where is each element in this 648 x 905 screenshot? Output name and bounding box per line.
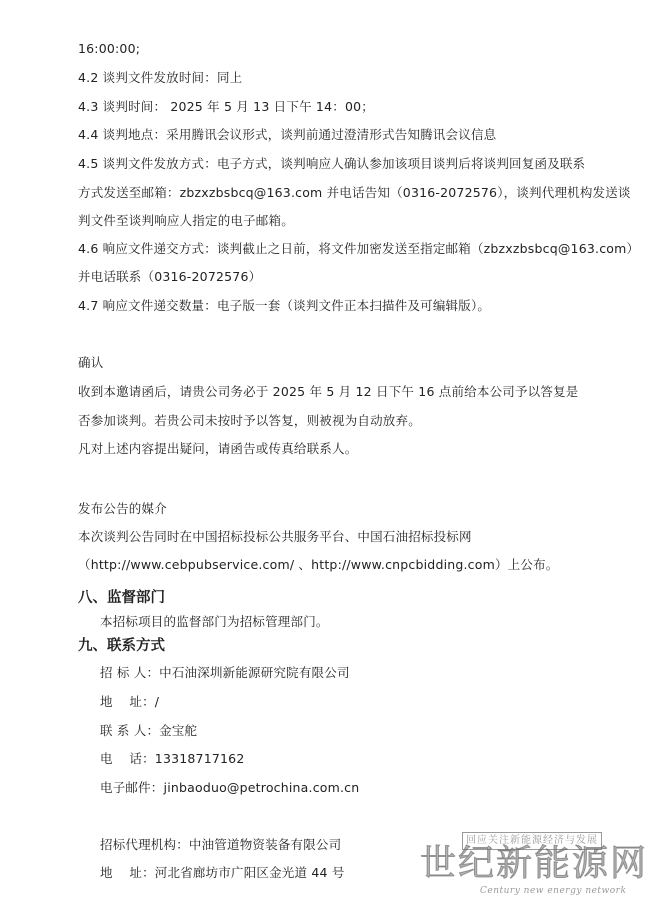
text-line: 凡对上述内容提出疑问，请函告或传真给联系人。	[78, 441, 358, 456]
watermark-logo: 世纪新能源网	[420, 843, 648, 884]
text-line: 4.6 响应文件递交方式：谈判截止之日前，将文件加密发送至指定邮箱（zbzxzbsbcq@163.com）	[78, 241, 640, 256]
text-line: 16:00:00;	[78, 41, 141, 56]
media-title: 发布公告的媒介	[78, 501, 167, 516]
contact-row-person	[100, 722, 588, 740]
contact-value: 金宝舵	[159, 723, 198, 738]
contact-label: 地 址：	[100, 694, 155, 709]
text-line: 4.2 谈判文件发放时间：同上	[78, 70, 243, 85]
text-line: 判文件至谈判响应人指定的电子邮箱。	[78, 213, 294, 228]
agency-label: 招标代理机构：	[100, 837, 189, 852]
section-heading-9: 九、联系方式	[78, 638, 165, 654]
section-8-text: 本招标项目的监督部门为招标管理部门。	[100, 614, 329, 629]
contact-row-tenderer	[100, 664, 588, 682]
confirm-title: 确认	[78, 355, 104, 370]
watermark-slogan: 回应关注新能源经济与发展	[462, 832, 602, 850]
contact-row-email	[100, 779, 588, 797]
text-line: 方式发送至邮箱：zbzxzbsbcq@163.com 并电话告知（0316-2072576），谈判代理机构发送谈	[78, 185, 631, 200]
text-line: 4.5 谈判文件发放方式：电子方式，谈判响应人确认参加该项目谈判后将谈判回复函及联系	[78, 156, 586, 171]
contact-label: 电 话：	[100, 751, 155, 766]
contact-row-address	[100, 693, 588, 711]
agency-address-value: 河北省廊坊市广阳区金光道 44 号	[154, 865, 345, 880]
contact-value: jinbaoduo@petrochina.com.cn	[163, 780, 360, 795]
agency-value: 中油管道物资装备有限公司	[188, 837, 342, 852]
contact-value: 13318717162	[154, 751, 245, 766]
text-line: 4.7 响应文件递交数量：电子版一套（谈判文件正本扫描件及可编辑版）。	[78, 298, 491, 313]
section-heading-8: 八、监督部门	[78, 590, 165, 606]
contact-value: /	[154, 694, 160, 709]
contact-label: 电子邮件：	[100, 780, 164, 795]
text-line: 4.4 谈判地点：采用腾讯会议形式，谈判前通过澄清形式告知腾讯会议信息	[78, 127, 497, 142]
text-line: （http://www.cebpubservice.com/ 、http://www.cnpcbidding.com）上公布。	[78, 557, 559, 572]
agency-address-label: 地 址：	[100, 865, 155, 880]
contact-value: 中石油深圳新能源研究院有限公司	[159, 665, 350, 680]
contact-label: 联 系 人：	[100, 723, 160, 738]
text-line: 4.3 谈判时间： 2025 年 5 月 13 日下午 14：00；	[78, 99, 374, 114]
contact-row-phone	[100, 750, 588, 768]
contact-label: 招 标 人：	[100, 665, 160, 680]
watermark-english: Century new energy network	[480, 886, 627, 896]
text-line: 本次谈判公告同时在中国招标投标公共服务平台、中国石油招标投标网	[78, 529, 472, 544]
text-line: 否参加谈判。若贵公司未按时予以答复，则被视为自动放弃。	[78, 413, 421, 428]
text-line: 并电话联系（0316-2072576）	[78, 269, 262, 284]
text-line: 收到本邀请函后，请贵公司务必于 2025 年 5 月 12 日下午 16 点前给本公司予以答复是	[78, 384, 579, 399]
